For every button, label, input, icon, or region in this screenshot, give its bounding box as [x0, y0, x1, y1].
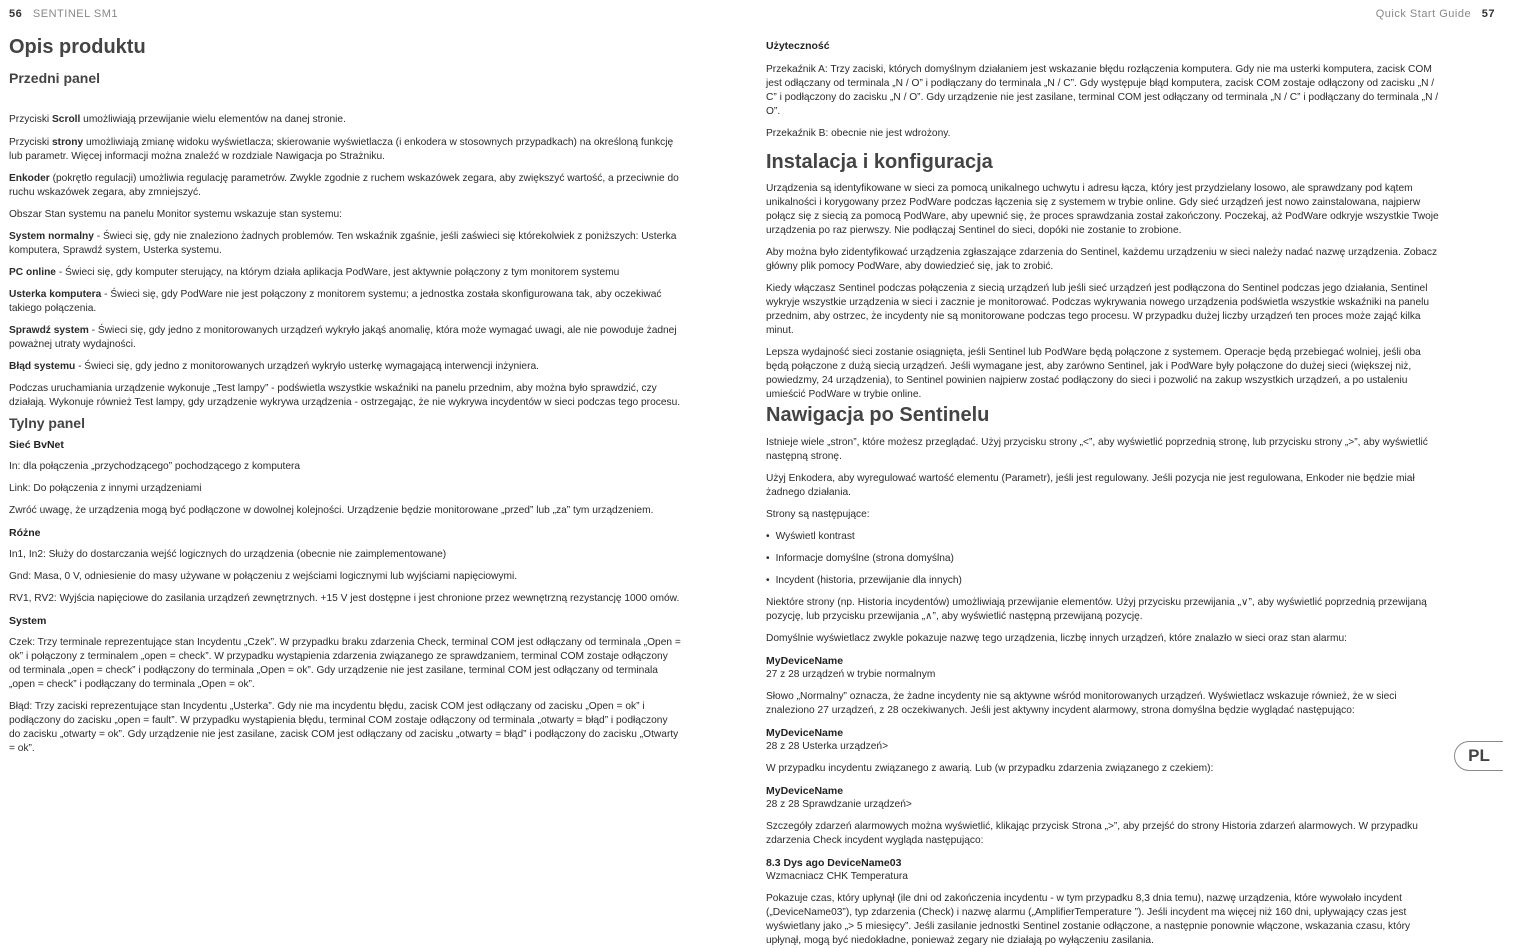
example-device-name-2: MyDeviceName: [766, 727, 844, 739]
pages-paragraph: Przyciski strony umożliwiają zmianę widoku wyświetlacza; skierowanie wyświetlacza (i enkodera w stosownych przypadkach) na określoną funkcję lub parametr. Więcej informacji można znaleźć w rozdziale Nawigacja po Strażniku.: [9, 137, 674, 162]
relay-a-paragraph: Przekaźnik A: Trzy zaciski, których domyślnym działaniem jest wskazanie błędu rozłączenia komputera. Gdy nie ma usterki komputera, zacisk COM jest odłączany od terminala „N / O” i podłączany do terminala „N / C”. Gdy występuje błąd komputera, zacisk COM zostaje odłączony od zacisku „N / C” i podłączony do zacisku „N / O”. Gdy urządzenie nie jest zasilane, terminal COM jest odłączany od terminala „N / C” i podłączany do terminala „N / O”.: [766, 64, 1439, 117]
nav-p7: W przypadku incydentu związanego z awarią. Lub (w przypadku zdarzenia związanego z czekiem):: [766, 763, 1214, 774]
misc-heading: Różne: [9, 527, 41, 539]
nav-p9: Pokazuje czas, który upłynął (ile dni od zakończenia incydentu - w tym przypadku 8,3 dnia temu), nazwę urządzenia, które wywołało incydent („DeviceName03”), typ zdarzenia (Check) i nazwę alarmu („AmplifierTemperature ”). Jeśli incydent ma więcej niż 160 dni, upływający czas jest wyświetlany jako „> 5 miesięcy”. Jeśli zasilanie jednostki Sentinel zostanie odłączone, a następnie ponownie włączone, wskazania czasu, który upłynął, mogą być niedokładne, ponieważ zegary nie działają po wyłączeniu zasilania.: [766, 893, 1411, 946]
front-panel-section: [9, 113, 681, 410]
example-line-2: 28 z 28 Usterka urządzeń>: [766, 741, 889, 752]
rear-panel-section: [9, 414, 681, 756]
example-line-3: 28 z 28 Sprawdzanie urządzeń>: [766, 799, 912, 810]
pc-online-paragraph: PC online - Świeci się, gdy komputer sterujący, na którym działa aplikacja PodWare, jest aktywnie połączony z tym monitorem systemu: [9, 267, 620, 278]
list-item: • Informacje domyślne (strona domyślna): [766, 553, 954, 564]
list-item: • Incydent (historia, przewijanie dla innych): [766, 575, 962, 586]
nav-p4: Niektóre strony (np. Historia incydentów) umożliwiają przewijanie elementów. Użyj przycisku przewijania „∨”, aby wyświetlić poprzednią przewijaną pozycję, lub przycisku przewijania „∧”, aby wyświetlić następną przewijaną pozycję.: [766, 597, 1427, 622]
page-number-right: 57: [1481, 8, 1495, 20]
install-p2: Aby można było zidentyfikować urządzenia zgłaszające zdarzenia do Sentinel, każdemu urządzeniu w sieci należy nadać nazwę urządzenia. Zobacz główny plik pomocy PodWare, aby dowiedzieć się, jak to zrobić.: [766, 247, 1438, 272]
usability-heading: Użyteczność: [766, 40, 830, 52]
lamp-test-paragraph: Podczas uruchamiania urządzenie wykonuje „Test lampy” - podświetla wszystkie wskaźniki na panelu przednim, aby można było sprawdzić, czy działają. Wykonuje również Test lampy, gdy urządzenie wykrywa urządzenia - ostrzegając, że nie wykrywa incydentów w sieci podczas tego procesu.: [9, 383, 681, 408]
bvnet-heading: Sieć BvNet: [9, 439, 64, 451]
install-p4: Lepsza wydajność sieci zostanie osiągnięta, jeśli Sentinel lub PodWare będą połączone z systemem. Operacje będą przebiegać wolniej, jeśli oba będą połączone z dużą siecią urządzeń. Jeśli wymagane jest, aby zarówno Sentinel, jak i PodWare były połączone do dużej sieci (większej niż, powiedzmy, 24 urządzenia), to Sentinel powinien najpierw zostać podłączony do sieci i pozwolić na zakup wszystkich urządzeń, a po ustaleniu umieścić PodWare w trybie online.: [766, 347, 1421, 400]
gnd-line: Gnd: Masa, 0 V, odniesienie do masy używane w połączeniu z wejściami logicznymi lub wyjściami napięciowymi.: [9, 571, 518, 582]
right-page: [757, 0, 1515, 946]
guide-label: Quick Start Guide: [1375, 8, 1472, 20]
nav-heading: Nawigacja po Sentinelu: [766, 404, 990, 426]
in12-line: In1, In2: Służy do dostarczania wejść logicznych do urządzenia (obecnie nie zaimplementowane): [9, 549, 447, 560]
install-section: [766, 150, 1446, 402]
list-item: • Wyświetl kontrast: [766, 531, 855, 542]
language-tab[interactable]: PL: [1454, 741, 1503, 771]
example-line-4: Wzmacniacz CHK Temperatura: [766, 871, 908, 882]
relay-b-paragraph: Przekaźnik B: obecnie nie jest wdrożony.: [766, 128, 951, 139]
order-line: Zwróć uwagę, że urządzenia mogą być podłączone w dowolnej kolejności. Urządzenie będzie monitorowane „przed” lub „za” tym urządzeniem.: [9, 505, 654, 516]
example-line-1: 27 z 28 urządzeń w trybie normalnym: [766, 669, 936, 680]
blad-paragraph: Błąd: Trzy zaciski reprezentujące stan Incydentu „Usterka”. Gdy nie ma incydentu błędu, zacisk COM jest odłączany od zacisku „Open = ok” i podłączony do zacisku „open = fault”. W przypadku wystąpienia błędu, terminal COM zostaje odłączony od terminala „otwarty = błąd” i podłączony do zacisku „otwarty = ok”. Gdy urządzenie nie jest zasilane, zacisk COM jest odłączany od zacisku „otwarty = błąd” i podłączony do zacisku „Otwarty = ok”.: [9, 701, 679, 754]
nav-p8: Szczegóły zdarzeń alarmowych można wyświetlić, klikając przycisk Strona „>”, aby przejść do strony Historia zdarzeń alarmowych. W przypadku zdarzenia Check incydent wygląda następująco:: [766, 821, 1418, 846]
left-header: [9, 8, 118, 20]
system-heading: System: [9, 615, 47, 627]
system-normal-paragraph: System normalny - Świeci się, gdy nie znaleziono żadnych problemów. Ten wskaźnik zgaśnie, jeśli zaświeci się którekolwiek z poniższych: Usterka komputera, Sprawdź system, Usterka systemu.: [9, 231, 677, 256]
front-panel-heading: Przedni panel: [9, 70, 101, 86]
page-number-left: 56: [9, 8, 23, 20]
page-title: Opis produktu: [9, 36, 146, 58]
czek-paragraph: Czek: Trzy terminale reprezentujące stan Incydentu „Czek”. W przypadku braku zdarzenia Check, terminal COM jest odłączany od terminala „Open = ok” i połączony z terminalem „open = check”. W przypadku wystąpienia zdarzenia związanego ze sprawdzaniem, terminal COM zostaje odłączony od terminala „open = check” i podłączony do terminala „Open = ok”. Gdy urządzenie nie jest zasilane, terminal COM jest odłączany od terminala „open = check” i podłączany do terminala „Open = ok”.: [9, 637, 681, 690]
nav-p3: Strony są następujące:: [766, 509, 870, 520]
example-device-name-4: 8.3 Dys ago DeviceName03: [766, 857, 902, 869]
install-p1: Urządzenia są identyfikowane w sieci za pomocą unikalnego uchwytu i adresu łącza, który jest przydzielany losowo, ale sprawdzany pod kątem unikalności i korygowany przez PodWare podczas łączenia się z systemem w trybie online. Gdy sieć urządzeń jest nowo zainstalowana, najpierw połącz się z siecią za pomocą PodWare, aby upewnić się, że proces sprawdzania został zakończony. Poczekaj, aż PodWare odkryje wszystkie Twoje urządzenia po raz pierwszy. Nie podłączaj Sentinel do sieci, dopóki nie zostanie to zrobione.: [766, 183, 1439, 236]
status-paragraph: Obszar Stan systemu na panelu Monitor systemu wskazuje stan systemu:: [9, 209, 342, 220]
check-system-paragraph: Sprawdź system - Świeci się, gdy jedno z monitorowanych urządzeń wykryło jakąś anomalię, która może wymagać uwagi, ale nie powoduje żadnej poważnej utraty wydajności.: [9, 325, 677, 350]
nav-p2: Użyj Enkodera, aby wyregulować wartość elementu (Parametr), jeśli jest regulowany. Jeśli pozycja nie jest regulowana, Enkoder nie będzie miał żadnego działania.: [766, 473, 1415, 498]
left-page: [0, 0, 757, 943]
usability-section: [766, 39, 1446, 141]
left-title-block: [9, 35, 699, 87]
example-device-name-3: MyDeviceName: [766, 785, 844, 797]
in-line: In: dla połączenia „przychodzącego” pochodzącego z komputera: [9, 461, 301, 472]
example-device-name-1: MyDeviceName: [766, 655, 844, 667]
right-header: [1376, 8, 1495, 20]
install-heading: Instalacja i konfiguracja: [766, 151, 993, 173]
scroll-paragraph: Przyciski Scroll umożliwiają przewijanie wielu elementów na danej stronie.: [9, 114, 346, 125]
pc-fault-paragraph: Usterka komputera - Świeci się, gdy PodWare nie jest połączony z monitorem systemu; a jednostka została skonfigurowana tak, aby oczekiwać takiego połączenia.: [9, 289, 662, 314]
nav-p5: Domyślnie wyświetlacz zwykle pokazuje nazwę tego urządzenia, liczbę innych urządzeń, które znalazło w sieci oraz stan alarmu:: [766, 633, 1347, 644]
system-error-paragraph: Błąd systemu - Świeci się, gdy jedno z monitorowanych urządzeń wykryło usterkę wymagającą interwencji inżyniera.: [9, 361, 539, 372]
install-p3: Kiedy włączasz Sentinel podczas połączenia z siecią urządzeń lub jeśli sieć urządzeń jest podłączona do Sentinel podczas jego działania, Sentinel wykryje wszystkie urządzenia w sieci i zacznie je monitorować. Podczas wykrywania nowego urządzenia podświetla wszystkie wskaźniki na panelu przednim, aby ostrzec, że incydenty nie są monitorowane podczas tego procesu. W przypadku dużej liczby urządzeń ten proces może zająć kilka minut.: [766, 283, 1430, 336]
encoder-paragraph: Enkoder (pokrętło regulacji) umożliwia regulację parametrów. Zwykle zgodnie z ruchem wskazówek zegara, aby zwiększyć wartość, a przeciwnie do ruchu wskazówek zegara, aby zmniejszyć.: [9, 173, 679, 198]
rear-panel-heading: Tylny panel: [9, 415, 85, 431]
nav-p1: Istnieje wiele „stron”, które możesz przeglądać. Użyj przycisku strony „<”, aby wyświetlić poprzednią stronę, lub przycisku strony „>”, aby wyświetlić następną stronę.: [766, 437, 1428, 462]
brand-label: SENTINEL SM1: [32, 8, 118, 20]
link-line: Link: Do połączenia z innymi urządzeniami: [9, 483, 202, 494]
rv-line: RV1, RV2: Wyjścia napięciowe do zasilania urządzeń zewnętrznych. +15 V jest dostępne i jest chronione przez wewnętrzną rezystancję 1000 omów.: [9, 593, 680, 604]
nav-section: [766, 403, 1446, 948]
nav-p6: Słowo „Normalny” oznacza, że żadne incydenty nie są aktywne wśród monitorowanych urządzeń. Wyświetlacz wskazuje również, że w sieci znaleziono 27 urządzeń, z 28 oczekiwanych. Jeśli jest aktywny incydent alarmowy, strona domyślna będzie wyglądać następująco:: [766, 691, 1397, 716]
